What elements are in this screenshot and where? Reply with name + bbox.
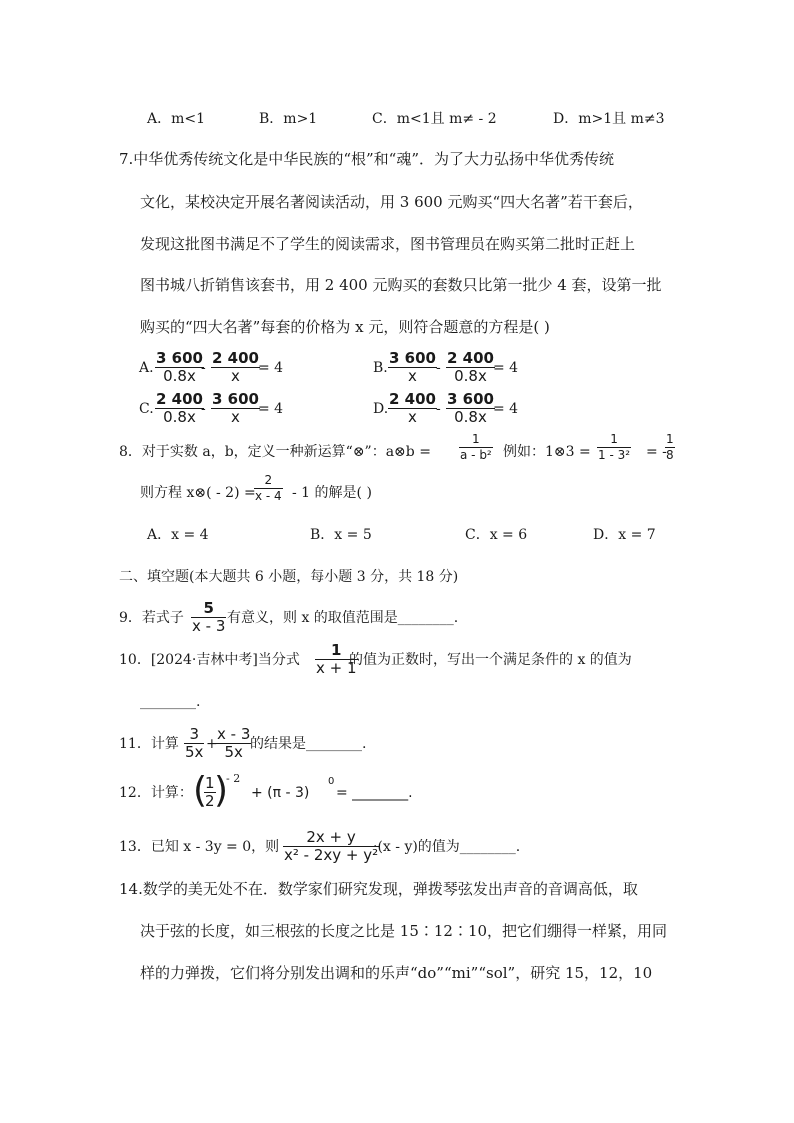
q7-d-f2-den: 0.8x bbox=[454, 408, 487, 426]
q8-definition-fraction bbox=[459, 432, 493, 463]
q12-den: 2 bbox=[205, 792, 215, 810]
section-2-heading: 二、填空题(本大题共 6 小题，每小题 3 分，共 18 分) bbox=[119, 569, 459, 585]
q14-line-1: 14.数学的美无处不在．数学家们研究发现，弹拨琴弦发出声音的音调高低，取 bbox=[119, 880, 638, 898]
q7-a-fraction-2 bbox=[211, 350, 260, 385]
q10-line-2: ________. bbox=[140, 694, 201, 710]
q7-b-f1-num: 3 600 bbox=[389, 349, 436, 367]
left-paren: ( bbox=[193, 770, 208, 811]
q12-pre: 12．计算： bbox=[119, 785, 193, 801]
q13-pre: 13．已知 x - 3y = 0，则 bbox=[119, 839, 280, 855]
q7-b-f2-den: 0.8x bbox=[454, 367, 487, 385]
q13-num: 2x + y bbox=[306, 828, 356, 846]
q6-option-c: C．m<1且 m≠ - 2 bbox=[372, 111, 497, 127]
q8-text-3: = - bbox=[646, 444, 667, 460]
q11-den-1: 5x bbox=[185, 743, 204, 761]
q13-fraction bbox=[283, 829, 379, 864]
q7-line-3: 发现这批图书满足不了学生的阅读需求，图书管理员在购买第二批时正赶上 bbox=[140, 235, 636, 253]
q11-plus: + bbox=[206, 736, 218, 752]
q8-equation-fraction bbox=[254, 473, 283, 504]
q8-example-fraction bbox=[597, 432, 631, 463]
q7-c-f1-den: 0.8x bbox=[163, 408, 196, 426]
q9-num: 5 bbox=[203, 599, 214, 617]
q7-option-a-label: A. bbox=[139, 360, 154, 376]
q8-option-d: D．x = 7 bbox=[593, 527, 656, 543]
q12-num: 1 bbox=[205, 774, 215, 792]
q7-d-fraction-2 bbox=[446, 391, 495, 426]
q7-a-f2-den: x bbox=[231, 367, 240, 385]
q7-line-5: 购买的“四大名著”每套的价格为 x 元，则符合题意的方程是( ) bbox=[140, 318, 550, 336]
q8-line-2-post: - 1 的解是( ) bbox=[292, 485, 372, 501]
q7-c-f1-num: 2 400 bbox=[156, 390, 203, 408]
q11-fraction-2 bbox=[216, 726, 251, 761]
q7-a-f2-num: 2 400 bbox=[212, 349, 259, 367]
q10-pre: 10．[2024·吉林中考]当分式 bbox=[119, 652, 300, 668]
q14-line-2: 决于弦的长度，如三根弦的长度之比是 15∶12∶10，把它们绷得一样紧，用同 bbox=[140, 922, 668, 940]
q8-result-fraction bbox=[665, 432, 675, 463]
q7-line-1: 7.中华优秀传统文化是中华民族的“根”和“魂”．为了大力弘扬中华优秀传统 bbox=[119, 150, 614, 168]
q7-d-fraction-1 bbox=[388, 391, 437, 426]
q8-eq-den: x - 4 bbox=[255, 489, 282, 503]
q11-fraction-1 bbox=[184, 726, 204, 761]
q7-option-b-label: B. bbox=[373, 360, 388, 376]
q7-b-f1-den: x bbox=[408, 367, 417, 385]
q12-exponent: - 2 bbox=[226, 772, 241, 785]
q7-option-c-label: C. bbox=[139, 401, 154, 417]
q9-pre: 9．若式子 bbox=[119, 610, 184, 626]
q9-fraction bbox=[191, 600, 226, 635]
q8-option-c: C．x = 6 bbox=[465, 527, 528, 543]
q7-b-fraction-2 bbox=[446, 350, 495, 385]
q8-def-den: a - b² bbox=[460, 448, 492, 462]
q7-b-op: - bbox=[436, 360, 441, 376]
q10-num: 1 bbox=[331, 641, 342, 659]
q8-def-num: 1 bbox=[472, 432, 480, 446]
q8-ex2-den: 8 bbox=[666, 448, 674, 462]
q8-text-1: 8．对于实数 a，b，定义一种新运算“⊗”：a⊗b = bbox=[119, 444, 431, 460]
q10-den: x + 1 bbox=[316, 659, 357, 677]
q6-option-b: B．m>1 bbox=[259, 111, 318, 127]
q6-option-a: A．m<1 bbox=[147, 111, 206, 127]
q8-ex2-num: 1 bbox=[666, 432, 674, 446]
q8-option-b: B．x = 5 bbox=[310, 527, 372, 543]
q8-line-2-pre: 则方程 x⊗( - 2) = bbox=[140, 485, 256, 501]
q7-c-f2-den: x bbox=[231, 408, 240, 426]
q7-option-d-label: D. bbox=[373, 401, 389, 417]
q11-num-1: 3 bbox=[189, 725, 199, 743]
q7-c-fraction-2 bbox=[211, 391, 260, 426]
q7-line-4: 图书城八折销售该套书，用 2 400 元购买的套数只比第一批少 4 套，设第一批 bbox=[140, 276, 662, 294]
q9-den: x - 3 bbox=[192, 617, 226, 635]
q12-mid: + (π - 3) bbox=[251, 785, 310, 801]
q7-b-fraction-1 bbox=[388, 350, 437, 385]
q10-post: 的值为正数时，写出一个满足条件的 x 的值为 bbox=[349, 652, 632, 668]
q7-d-f1-num: 2 400 bbox=[389, 390, 436, 408]
q8-text-2: 例如：1⊗3 = bbox=[503, 444, 591, 460]
q7-c-op: - bbox=[201, 401, 206, 417]
q7-b-f2-num: 2 400 bbox=[447, 349, 494, 367]
q11-post: 的结果是________. bbox=[250, 736, 367, 752]
q13-post: ·(x - y)的值为________. bbox=[373, 839, 521, 855]
q7-d-f2-num: 3 600 bbox=[447, 390, 494, 408]
q9-post: 有意义，则 x 的取值范围是________. bbox=[227, 610, 459, 626]
right-paren: ) bbox=[214, 770, 229, 811]
q7-c-rhs: = 4 bbox=[258, 401, 284, 417]
q11-pre: 11．计算 bbox=[119, 736, 179, 752]
q7-c-fraction-1 bbox=[155, 391, 204, 426]
q7-a-f1-den: 0.8x bbox=[163, 367, 196, 385]
q8-option-a: A．x = 4 bbox=[147, 527, 209, 543]
q7-d-f1-den: x bbox=[408, 408, 417, 426]
q12-post: = ________. bbox=[336, 785, 413, 801]
q7-b-rhs: = 4 bbox=[493, 360, 519, 376]
q7-a-op: - bbox=[201, 360, 206, 376]
q8-eq-num: 2 bbox=[264, 473, 273, 487]
q7-a-rhs: = 4 bbox=[258, 360, 284, 376]
q11-num-2: x - 3 bbox=[217, 725, 251, 743]
q7-d-rhs: = 4 bbox=[493, 401, 519, 417]
q7-line-2: 文化，某校决定开展名著阅读活动，用 3 600 元购买“四大名著”若干套后， bbox=[140, 193, 643, 211]
q14-line-3: 样的力弹拨，它们将分别发出调和的乐声“do”“mi”“sol”，研究 15，12，10 bbox=[140, 964, 653, 982]
q7-a-f1-num: 3 600 bbox=[156, 349, 203, 367]
q13-den: x² - 2xy + y² bbox=[284, 846, 379, 864]
q7-a-fraction-1 bbox=[155, 350, 204, 385]
q7-d-op: - bbox=[436, 401, 441, 417]
q7-c-f2-num: 3 600 bbox=[212, 390, 259, 408]
q6-option-d: D．m>1且 m≠3 bbox=[553, 111, 665, 127]
q12-exponent-0: 0 bbox=[328, 776, 335, 787]
q8-ex-den: 1 - 3² bbox=[598, 448, 631, 462]
q8-ex-num: 1 bbox=[610, 432, 618, 446]
q11-den-2: 5x bbox=[224, 743, 243, 761]
